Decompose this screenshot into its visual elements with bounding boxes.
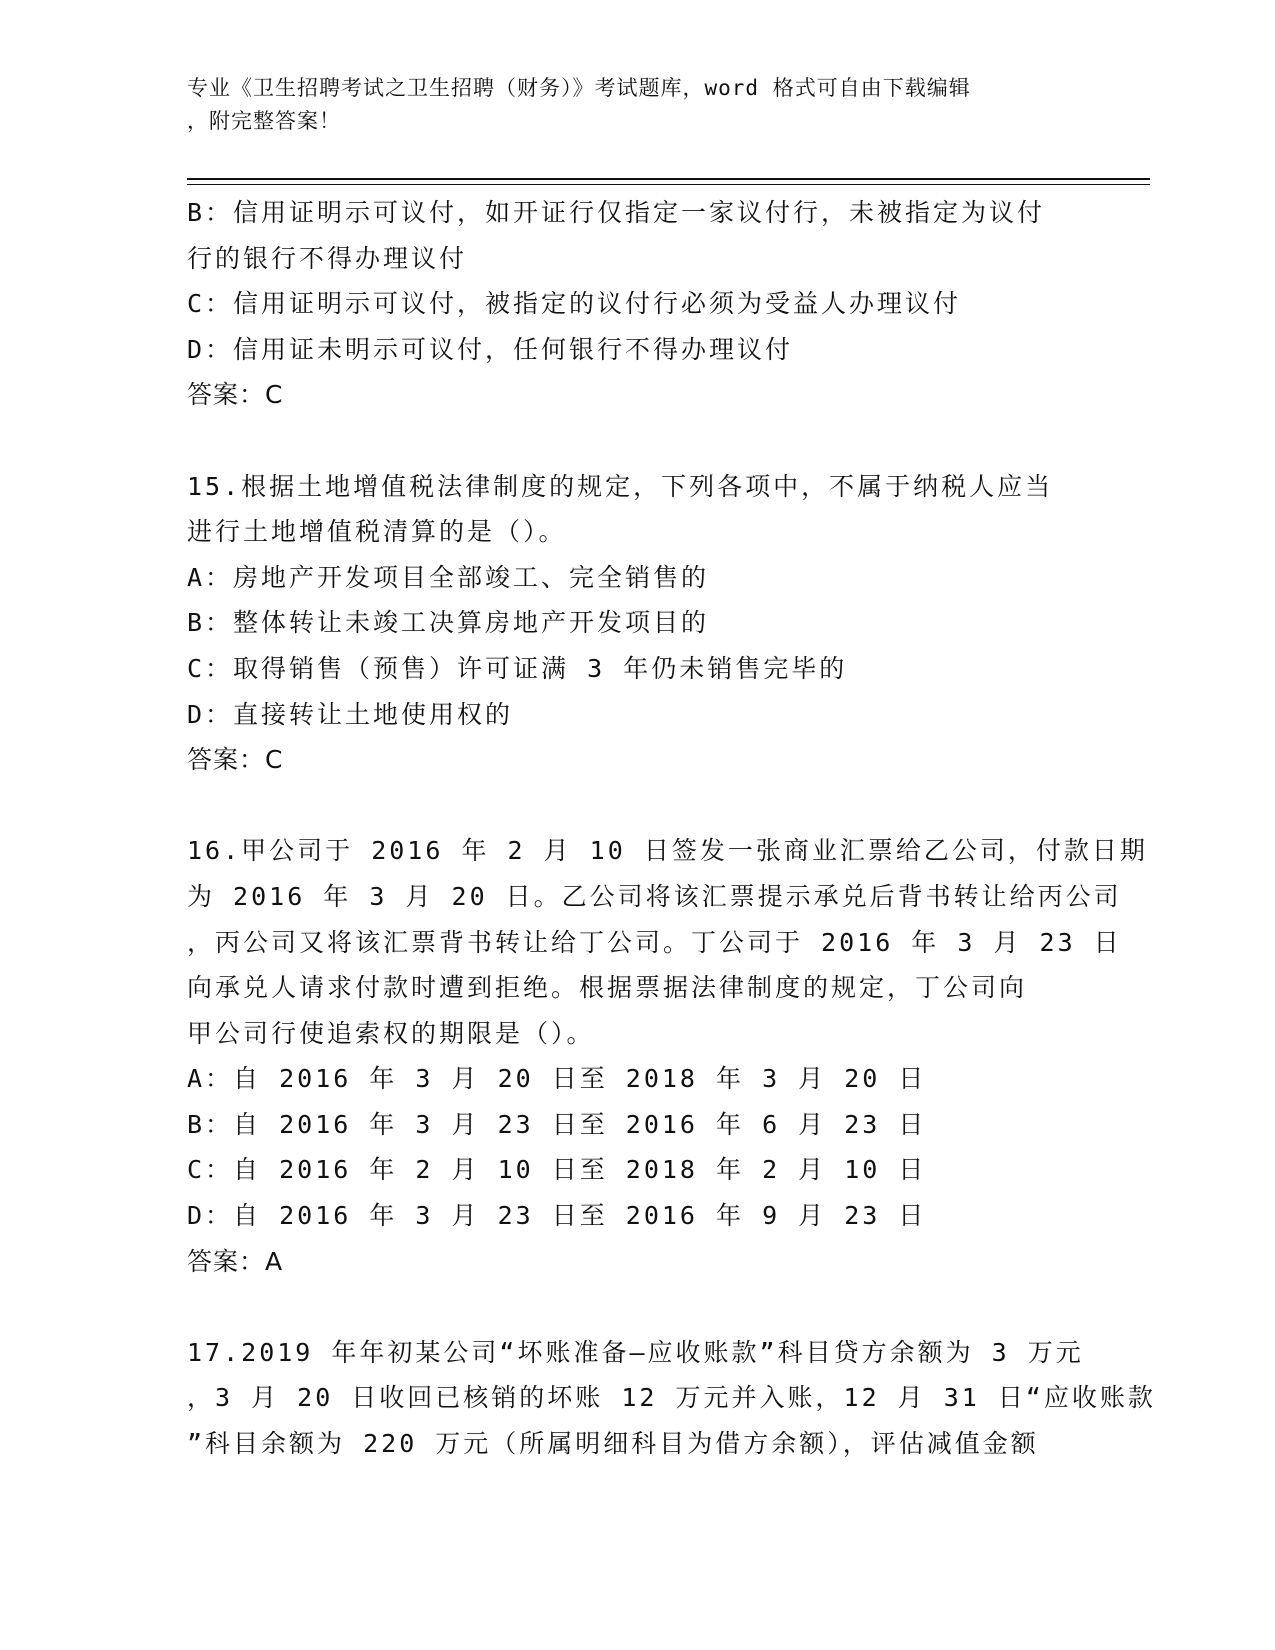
header-divider-thin bbox=[187, 184, 1150, 185]
answer: 答案：C bbox=[187, 380, 284, 410]
option-c: C：自 2016 年 2 月 10 日至 2018 年 2 月 10 日 bbox=[187, 1155, 927, 1185]
option-b-line-2: 行的银行不得办理议付 bbox=[187, 243, 468, 273]
option-d: D：直接转让土地使用权的 bbox=[187, 699, 514, 729]
question-14-tail bbox=[187, 190, 1107, 418]
option-a: A：房地产开发项目全部竣工、完全销售的 bbox=[187, 562, 710, 592]
question-stem-line-3: ，丙公司又将该汇票背书转让给丁公司。丁公司于 2016 年 3 月 23 日 bbox=[187, 927, 1122, 957]
option-a: A：自 2016 年 3 月 20 日至 2018 年 3 月 20 日 bbox=[187, 1064, 927, 1094]
option-c: C：信用证明示可议付，被指定的议付行必须为受益人办理议付 bbox=[187, 289, 962, 319]
question-stem-line-4: 向承兑人请求付款时遭到拒绝。根据票据法律制度的规定，丁公司向 bbox=[187, 973, 1028, 1003]
spacer bbox=[187, 783, 1107, 829]
option-c: C：取得销售（预售）许可证满 3 年仍未销售完毕的 bbox=[187, 653, 848, 683]
document-body bbox=[187, 190, 1156, 1467]
option-d: D：信用证未明示可议付，任何银行不得办理议付 bbox=[187, 334, 794, 364]
question-stem-line-1: 16.甲公司于 2016 年 2 月 10 日签发一张商业汇票给乙公司，付款日期 bbox=[187, 836, 1148, 866]
question-stem-line-3: ”科目余额为 220 万元（所属明细科目为借方余额），评估减值金额 bbox=[187, 1429, 1039, 1459]
document-header bbox=[187, 72, 1067, 138]
answer: 答案：A bbox=[187, 1246, 284, 1276]
question-stem-line-2: 为 2016 年 3 月 20 日。乙公司将该汇票提示承兑后背书转让给丙公司 bbox=[187, 881, 1122, 911]
header-divider-thick bbox=[187, 178, 1150, 180]
option-b: B：整体转让未竣工决算房地产开发项目的 bbox=[187, 608, 710, 638]
spacer bbox=[187, 1284, 1107, 1330]
question-16 bbox=[187, 828, 1148, 1284]
header-line-2: ，附完整答案！ bbox=[187, 109, 341, 133]
question-17 bbox=[187, 1330, 1156, 1467]
question-stem-line-2: 进行土地增值税清算的是（）。 bbox=[187, 517, 567, 547]
question-15 bbox=[187, 464, 1107, 783]
option-b-line-1: B：信用证明示可议付，如开证行仅指定一家议付行，未被指定为议付 bbox=[187, 198, 1046, 227]
option-d: D：自 2016 年 3 月 23 日至 2016 年 9 月 23 日 bbox=[187, 1201, 927, 1231]
question-stem-line-1: 15.根据土地增值税法律制度的规定，下列各项中，不属于纳税人应当 bbox=[187, 471, 1054, 501]
answer: 答案：C bbox=[187, 745, 284, 775]
header-line-1: 专业《卫生招聘考试之卫生招聘（财务）》考试题库，word 格式可自由下载编辑 bbox=[187, 76, 971, 100]
spacer bbox=[187, 418, 1107, 464]
option-b: B：自 2016 年 3 月 23 日至 2016 年 6 月 23 日 bbox=[187, 1109, 927, 1139]
question-stem-line-2: ，3 月 20 日收回已核销的坏账 12 万元并入账，12 月 31 日“应收账款 bbox=[187, 1383, 1156, 1413]
question-stem-line-1: 17.2019 年年初某公司“坏账准备—应收账款”科目贷方余额为 3 万元 bbox=[187, 1337, 1084, 1367]
question-stem-line-5: 甲公司行使追索权的期限是（）。 bbox=[187, 1018, 595, 1048]
